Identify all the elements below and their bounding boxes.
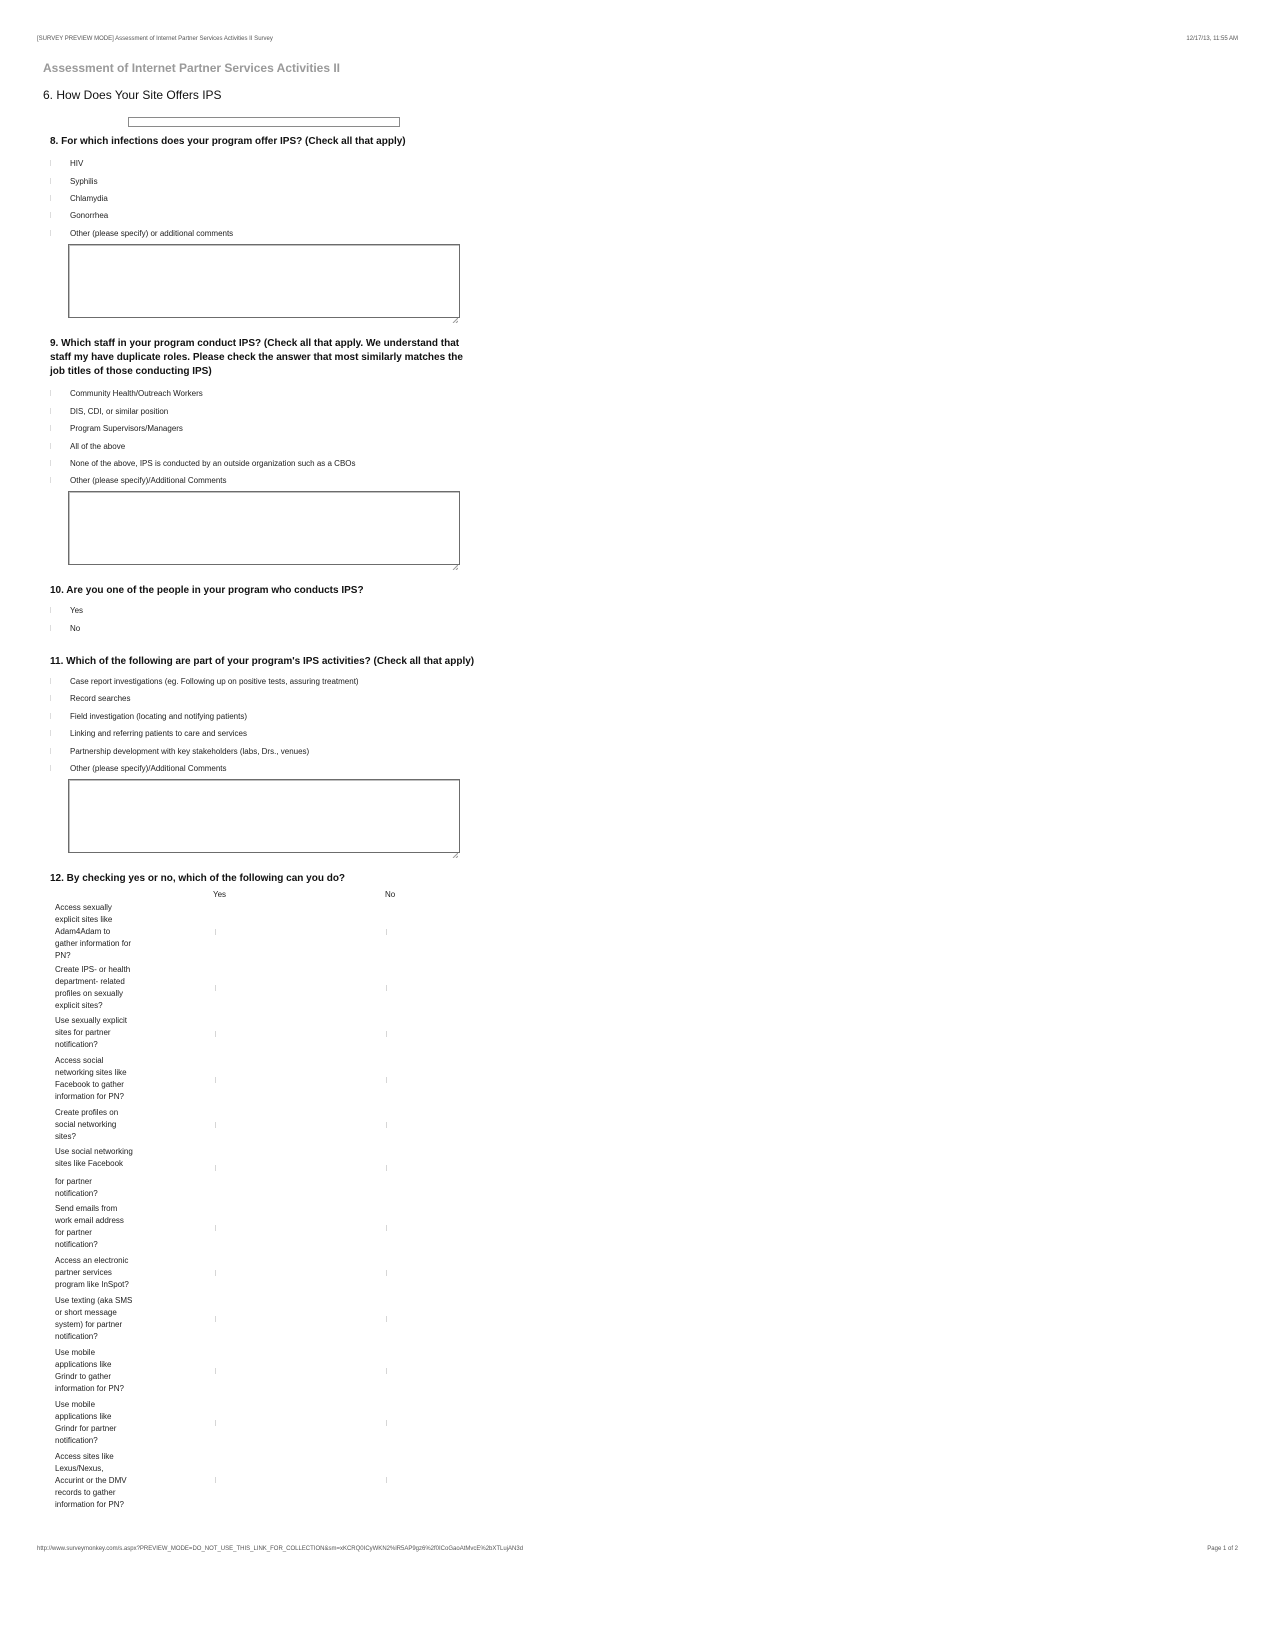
resize-grip-icon[interactable]	[452, 845, 458, 851]
radio-yes[interactable]	[215, 1420, 216, 1426]
option-label: Record searches	[70, 693, 131, 703]
radio-no[interactable]	[386, 985, 387, 991]
option-label: Partnership development with key stakeholders (labs, Drs., venues)	[70, 746, 310, 756]
q12-title: 12. By checking yes or no, which of the following can you do?	[50, 873, 346, 884]
radio-yes[interactable]	[215, 1477, 216, 1483]
checkbox[interactable]	[50, 160, 56, 166]
matrix-row-label: Access social networking sites like Facebook to gather information for PN?	[55, 1056, 127, 1101]
checkbox[interactable]	[50, 765, 56, 771]
radio-no[interactable]	[386, 1316, 387, 1322]
checkbox[interactable]	[50, 748, 56, 754]
matrix-row-label: Access sites like Lexus/Nexus, Accurint or the DMV records to gather information for PN?	[55, 1452, 127, 1509]
option-label: Other (please specify)/Additional Comments	[70, 475, 227, 485]
checkbox[interactable]	[50, 390, 56, 396]
q11-title: 11. Which of the following are part of your program's IPS activities? (Check all that apply)	[50, 656, 475, 667]
q9-option-other[interactable]	[50, 473, 227, 487]
checkbox[interactable]	[50, 730, 56, 736]
q11-option-record-searches[interactable]	[50, 691, 130, 705]
radio-no[interactable]	[386, 1477, 387, 1483]
footer-url: http://www.surveymonkey.com/s.aspx?PREVIEW_MODE=DO_NOT_USE_THIS_LINK_FOR_COLLECTION&sm=xKCRQ0ICyWKN2%lR5AP9gz6%2f0ICoGaoAtMvcE%2bXTLujAN3d	[37, 1546, 524, 1552]
matrix-row-label: Access sexually explicit sites like Adam4Adam to gather information for PN?	[55, 903, 132, 960]
option-label: None of the above, IPS is conducted by an outside organization such as a CBOs	[70, 458, 356, 468]
option-label: HIV	[70, 158, 84, 168]
checkbox[interactable]	[50, 460, 56, 466]
radio-yes[interactable]	[215, 1122, 216, 1128]
q10-option-yes[interactable]	[50, 603, 83, 617]
q11-option-other[interactable]	[50, 761, 227, 775]
radio-button[interactable]	[50, 607, 56, 613]
option-label: Other (please specify)/Additional Comments	[70, 763, 227, 773]
checkbox[interactable]	[50, 195, 56, 201]
matrix-row-label: Use mobile applications like Grindr for partner notification?	[55, 1400, 117, 1445]
matrix-row-label: Use mobile applications like Grindr to gather information for PN?	[55, 1348, 124, 1393]
matrix-row-label: Use sexually explicit sites for partner notification?	[55, 1016, 128, 1049]
matrix-col-yes: Yes	[213, 890, 227, 899]
q11-option-case-report[interactable]	[50, 674, 359, 688]
q9-option-community-health[interactable]	[50, 386, 203, 400]
matrix-col-no: No	[385, 890, 396, 899]
resize-grip-icon[interactable]	[452, 310, 458, 316]
q8-option-other[interactable]	[50, 226, 233, 240]
radio-no[interactable]	[386, 1165, 387, 1171]
matrix-row-label: Create IPS- or health department- related profiles on sexually explicit sites?	[55, 965, 131, 1010]
matrix-row-label: Send emails from work email address for partner notification?	[55, 1204, 124, 1249]
option-label: Chlamydia	[70, 193, 108, 203]
radio-no[interactable]	[386, 1077, 387, 1083]
radio-no[interactable]	[386, 1420, 387, 1426]
q9-title: 9. Which staff in your program conduct IPS? (Check all that apply. We understand that staff my have duplicate roles. Please check the answer that most similarly matches the job titles of those conducting IPS)	[50, 338, 463, 377]
radio-no[interactable]	[386, 929, 387, 935]
radio-no[interactable]	[386, 1225, 387, 1231]
page-heading: 6. How Does Your Site Offers IPS	[43, 88, 222, 102]
q8-option-gonorrhea[interactable]	[50, 208, 108, 222]
option-label: Yes	[70, 605, 84, 615]
checkbox[interactable]	[50, 477, 56, 483]
matrix-row-label: Use texting (aka SMS or short message system) for partner notification?	[55, 1296, 133, 1341]
option-label: Syphilis	[70, 176, 98, 186]
option-label: Field investigation (locating and notifying patients)	[70, 711, 247, 721]
option-label: All of the above	[70, 441, 126, 451]
radio-yes[interactable]	[215, 1077, 216, 1083]
radio-yes[interactable]	[215, 985, 216, 991]
radio-button[interactable]	[50, 625, 56, 631]
option-label: DIS, CDI, or similar position	[70, 406, 169, 416]
q11-option-linking[interactable]	[50, 726, 247, 740]
q9-option-all[interactable]	[50, 439, 125, 453]
option-label: Linking and referring patients to care and services	[70, 728, 247, 738]
checkbox[interactable]	[50, 425, 56, 431]
resize-grip-icon[interactable]	[452, 557, 458, 563]
checkbox[interactable]	[50, 443, 56, 449]
radio-no[interactable]	[386, 1368, 387, 1374]
matrix-row-label: Access an electronic partner services program like InSpot?	[55, 1256, 129, 1289]
radio-yes[interactable]	[215, 1368, 216, 1374]
radio-yes[interactable]	[215, 1270, 216, 1276]
matrix-row-label: for partner notification?	[55, 1177, 98, 1198]
option-label: Other (please specify) or additional comments	[70, 228, 234, 238]
q8-option-hiv[interactable]	[50, 156, 83, 170]
radio-no[interactable]	[386, 1122, 387, 1128]
checkbox[interactable]	[50, 695, 56, 701]
q10-title: 10. Are you one of the people in your program who conducts IPS?	[50, 585, 364, 596]
q11-comment-box[interactable]	[68, 779, 460, 853]
q8-title: 8. For which infections does your program offer IPS? (Check all that apply)	[50, 136, 406, 147]
checkbox[interactable]	[50, 230, 56, 236]
q8-option-chlamydia[interactable]	[50, 191, 108, 205]
q9-option-dis-cdi[interactable]	[50, 404, 168, 418]
print-header-datetime: 12/17/13, 11:55 AM	[1186, 36, 1238, 42]
q8-comment-box[interactable]	[68, 244, 460, 318]
option-label: Gonorrhea	[70, 210, 109, 220]
radio-no[interactable]	[386, 1031, 387, 1037]
radio-yes[interactable]	[215, 1031, 216, 1037]
q11-option-field-investigation[interactable]	[50, 709, 247, 723]
q9-option-none[interactable]	[50, 456, 356, 470]
footer-page-number: Page 1 of 2	[1207, 1546, 1238, 1552]
print-header-title: [SURVEY PREVIEW MODE] Assessment of Internet Partner Services Activities II Survey	[37, 36, 273, 42]
checkbox[interactable]	[50, 408, 56, 414]
checkbox[interactable]	[50, 178, 56, 184]
q9-option-supervisors[interactable]	[50, 421, 183, 435]
option-label: No	[70, 623, 81, 633]
checkbox[interactable]	[50, 212, 56, 218]
radio-yes[interactable]	[215, 929, 216, 935]
radio-yes[interactable]	[215, 1165, 216, 1171]
survey-title: Assessment of Internet Partner Services Activities II	[43, 61, 341, 75]
checkbox[interactable]	[50, 713, 56, 719]
q9-comment-box[interactable]	[68, 491, 460, 565]
radio-yes[interactable]	[215, 1225, 216, 1231]
option-label: Case report investigations (eg. Following up on positive tests, assuring treatment)	[70, 676, 359, 686]
option-label: Program Supervisors/Managers	[70, 423, 183, 433]
text-field[interactable]	[128, 117, 400, 127]
option-label: Community Health/Outreach Workers	[70, 388, 203, 398]
q11-option-partnership[interactable]	[50, 744, 309, 758]
radio-yes[interactable]	[215, 1316, 216, 1322]
radio-no[interactable]	[386, 1270, 387, 1276]
q8-option-syphilis[interactable]	[50, 174, 98, 188]
q10-option-no[interactable]	[50, 621, 80, 635]
matrix-row-label: Use social networking sites like Facebook	[55, 1147, 133, 1168]
checkbox[interactable]	[50, 678, 56, 684]
matrix-row-label: Create profiles on social networking sites?	[55, 1108, 119, 1141]
